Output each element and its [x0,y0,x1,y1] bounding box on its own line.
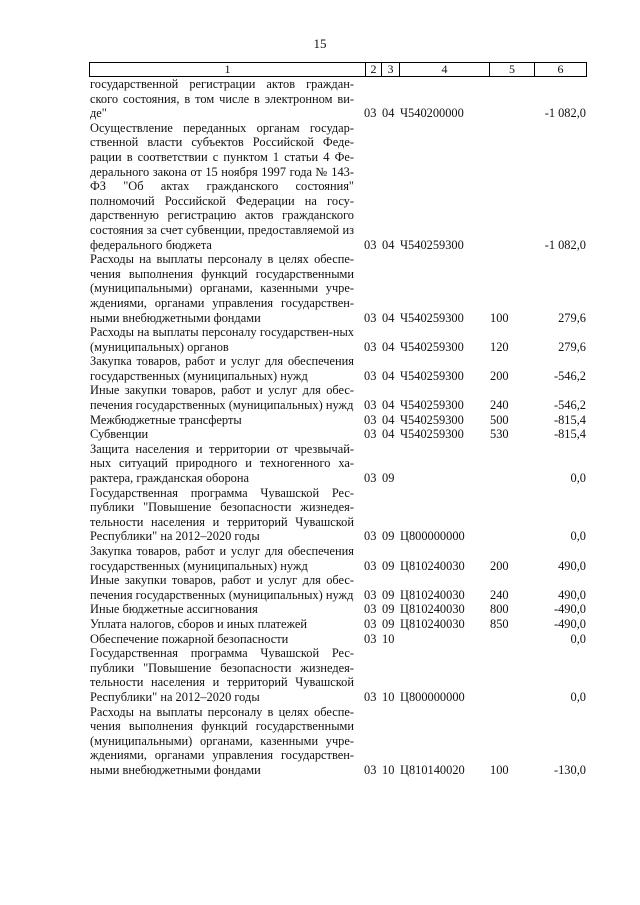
page-number: 15 [313,36,327,51]
row-subsection: 09 [382,602,395,617]
row-amount: 279,6 [558,339,586,354]
row-section: 03 [364,368,377,383]
row-subsection: 04 [382,398,395,413]
table-row [90,413,586,428]
table-row [90,573,586,602]
row-amount: -490,0 [553,602,586,617]
row-target-article: Ч540259300 [400,427,464,442]
row-target-article: Ч540259300 [400,339,464,354]
row-subsection: 10 [382,762,395,777]
row-target-article: Ц810240030 [400,602,465,617]
row-expense-type: 800 [490,602,509,617]
row-section: 03 [364,616,377,631]
row-description: Иные закупки товаров, работ и услуг для обес-печения государственных (муниципальных) нужд [90,383,354,413]
row-description: Государственная программа Чувашской Рес-публики "Повышение безопасности жизнедея-тельности населения и территорий Чувашской Республики" на 2012–2020 годы [90,485,354,544]
row-description: Уплата налогов, сборов и иных платежей [90,616,308,631]
row-subsection: 10 [382,689,395,704]
row-amount: 279,6 [558,310,586,325]
row-amount: -546,2 [553,368,586,383]
table-body [90,77,586,778]
row-expense-type: 200 [490,368,509,383]
row-section: 03 [364,310,377,325]
row-section: 03 [364,106,377,121]
row-subsection: 09 [382,529,395,544]
row-amount: 0,0 [570,689,586,704]
row-target-article: Ч540200000 [400,106,464,121]
row-amount: -1 082,0 [544,237,586,252]
row-section: 03 [364,762,377,777]
row-description: Иные бюджетные ассигнования [90,602,258,617]
row-section: 03 [364,602,377,617]
row-target-article: Ч540259300 [400,237,464,252]
row-target-article: Ц800000000 [400,529,465,544]
row-amount: -815,4 [553,412,586,427]
row-subsection: 09 [382,587,395,602]
row-amount: -490,0 [553,616,586,631]
row-description: Иные закупки товаров, работ и услуг для обес-печения государственных (муниципальных) нужд [90,573,354,602]
table-row [90,427,586,442]
table-row [90,632,586,647]
row-description: Субвенции [90,427,149,442]
table-header [89,62,587,77]
row-amount: 490,0 [558,587,586,602]
row-subsection: 09 [382,471,395,486]
table-row [90,705,586,778]
table-row [90,544,586,573]
row-description: Закупка товаров, работ и услуг для обеспечения государственных (муниципальных) нужд [90,544,354,573]
row-target-article: Ц800000000 [400,689,465,704]
row-description: Осуществление переданных органам государ-ственной власти субъектов Российской Феде-рации в соответствии с пунктом 1 статьи 4 Фе-дерального закона от 15 ноября 1997 года № 143-ФЗ "Об актах гражданского состояния" полномочий Российской Федерации на госу-дарственную регистрацию актов гражданского состояния за счет субвенции, предоставляемой из федерального бюджета [90,120,354,252]
row-amount: 490,0 [558,558,586,573]
row-expense-type: 100 [490,762,509,777]
table-row [90,383,586,412]
table-row [90,252,586,325]
row-subsection: 10 [382,631,395,646]
header-col-5: 5 [489,63,534,76]
row-description: Защита населения и территории от чрезвычай-ных ситуаций природного и техногенного ха-рактера, гражданская оборона [90,441,354,486]
row-description: Расходы на выплаты персоналу государствен-ных (муниципальных) органов [90,325,354,354]
row-section: 03 [364,398,377,413]
row-section: 03 [364,427,377,442]
row-subsection: 04 [382,106,395,121]
row-target-article: Ц810240030 [400,558,465,573]
table-row [90,121,586,252]
row-description: Межбюджетные трансферты [90,412,242,427]
row-amount: -1 082,0 [544,106,586,121]
row-amount: -546,2 [553,398,586,413]
row-target-article: Ц810140020 [400,762,465,777]
header-col-1: 1 [224,62,231,76]
row-expense-type: 120 [490,339,509,354]
table-row [90,325,586,354]
row-expense-type: 850 [490,616,509,631]
row-section: 03 [364,412,377,427]
row-target-article: Ц810240030 [400,587,465,602]
row-description: Обеспечение пожарной безопасности [90,631,289,646]
row-expense-type: 200 [490,558,509,573]
row-subsection: 09 [382,616,395,631]
row-expense-type: 530 [490,427,509,442]
row-section: 03 [364,471,377,486]
row-expense-type: 240 [490,398,509,413]
row-subsection: 04 [382,368,395,383]
row-amount: -130,0 [553,762,586,777]
row-amount: -815,4 [553,427,586,442]
row-section: 03 [364,631,377,646]
row-description: Государственная программа Чувашской Рес-публики "Повышение безопасности жизнедея-тельности населения и территорий Чувашской Республики" на 2012–2020 годы [90,646,354,704]
row-description: Расходы на выплаты персоналу в целях обеспе-чения выполнения функций государственными (муниципальными) органами, казенными учре-ждениями, органами управления государствен-ными внебюджетными фондами [90,252,354,325]
row-section: 03 [364,529,377,544]
row-target-article: Ч540259300 [400,310,464,325]
row-amount: 0,0 [570,631,586,646]
table-row [90,354,586,383]
row-section: 03 [364,237,377,252]
table-row [90,77,586,121]
table-row [90,617,586,632]
row-subsection: 04 [382,412,395,427]
row-target-article: Ч540259300 [400,398,464,413]
table-row [90,486,586,544]
row-target-article: Ч540259300 [400,368,464,383]
table-row [90,442,586,486]
row-amount: 0,0 [570,529,586,544]
header-col-2: 2 [365,63,381,76]
row-subsection: 04 [382,310,395,325]
header-col-4: 4 [399,63,489,76]
row-section: 03 [364,689,377,704]
row-expense-type: 500 [490,412,509,427]
row-expense-type: 100 [490,310,509,325]
row-description: Расходы на выплаты персоналу в целях обеспе-чения выполнения функций государственными (муниципальными) органами, казенными учре-ждениями, органами управления государствен-ными внебюджетными фондами [90,704,354,777]
header-col-6: 6 [534,63,586,76]
row-target-article: Ч540259300 [400,412,464,427]
row-expense-type: 240 [490,587,509,602]
row-subsection: 09 [382,558,395,573]
header-col-3: 3 [381,63,399,76]
row-subsection: 04 [382,237,395,252]
row-description: государственной регистрации актов граждан-ского состояния, в том числе в электронном ви-де" [90,77,354,121]
row-description: Закупка товаров, работ и услуг для обеспечения государственных (муниципальных) нужд [90,354,354,383]
row-amount: 0,0 [570,471,586,486]
row-target-article: Ц810240030 [400,616,465,631]
row-section: 03 [364,587,377,602]
table-row [90,646,586,704]
table-row [90,602,586,617]
row-subsection: 04 [382,427,395,442]
row-subsection: 04 [382,339,395,354]
row-section: 03 [364,558,377,573]
row-section: 03 [364,339,377,354]
